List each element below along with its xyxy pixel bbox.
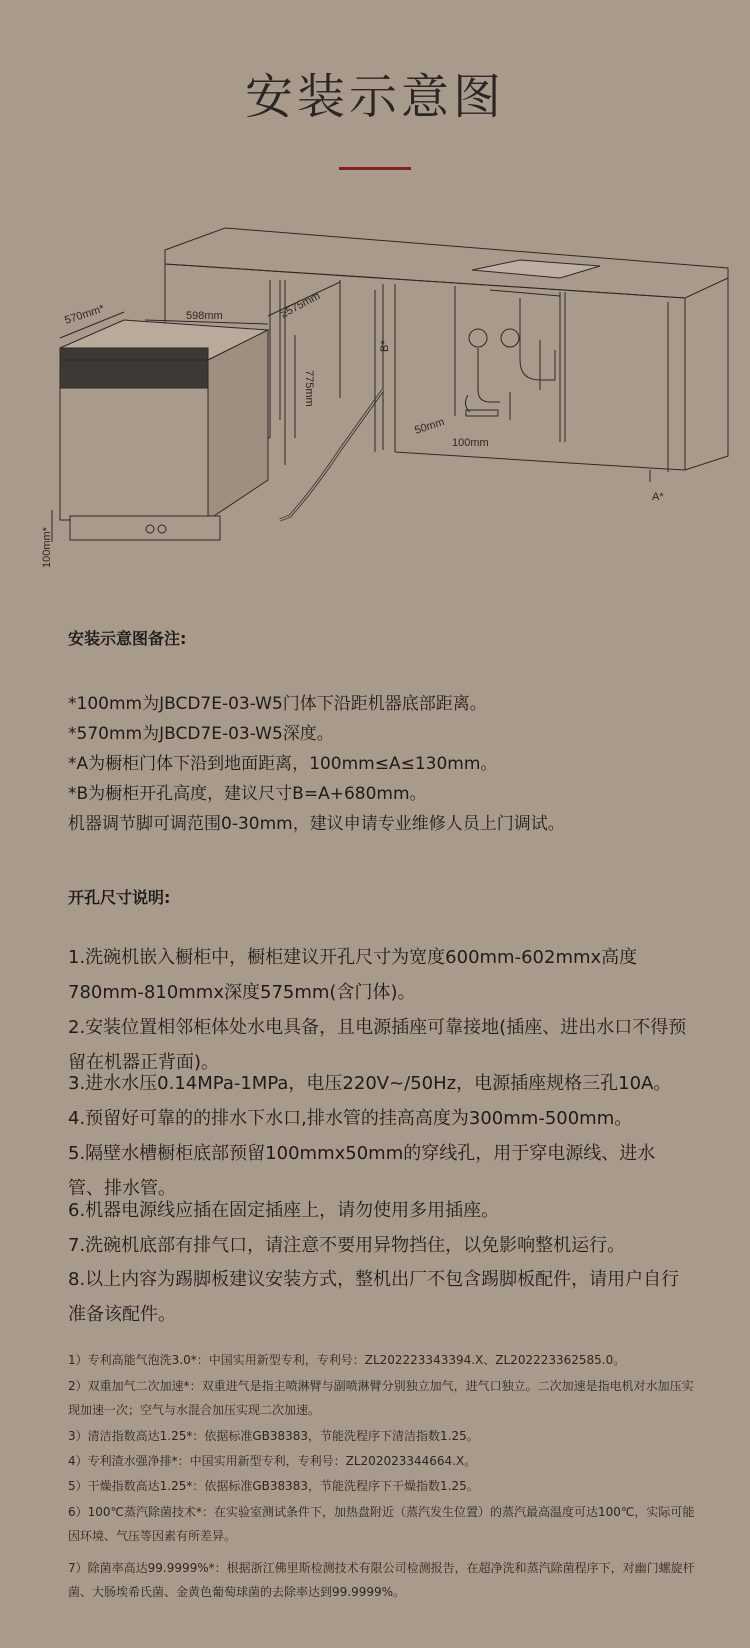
note-item: *B为橱柜开孔高度，建议尺寸B=A+680mm。 bbox=[68, 784, 427, 804]
dim-depth: 570mm* bbox=[63, 302, 106, 327]
footnote: 5）干燥指数高达1.25*：依据标准GB38383，节能洗程序下干燥指数1.25。 bbox=[68, 1479, 479, 1493]
dim-a: A* bbox=[652, 491, 664, 503]
cutout-item: 4.预留好可靠的的排水下水口,排水管的挂高高度为300mm-500mm。 bbox=[68, 1108, 633, 1129]
cutout-item: 5.隔壁水槽橱柜底部预留100mmx50mm的穿线孔，用于穿电源线、进水管、排水管。 bbox=[68, 1143, 656, 1199]
cutout-item: 6.机器电源线应插在固定插座上，请勿使用多用插座。 bbox=[68, 1200, 500, 1221]
footnote: 1）专利高能气泡洗3.0*：中国实用新型专利，专利号：ZL202223343394.X、ZL202223362585.0。 bbox=[68, 1353, 626, 1367]
note-item: 机器调节脚可调范围0-30mm，建议申请专业维修人员上门调试。 bbox=[68, 814, 565, 834]
cutout-heading: 开孔尺寸说明: bbox=[68, 888, 171, 907]
dim-cabinet-depth: ≥575mm bbox=[278, 289, 323, 321]
drain-pipe bbox=[510, 298, 555, 420]
note-item: *A为橱柜门体下沿到地面距离，100mm≤A≤130mm。 bbox=[68, 754, 498, 774]
cutout-item: 3.进水水压0.14MPa-1MPa，电压220V~/50Hz，电源插座规格三孔10A。 bbox=[68, 1073, 672, 1094]
cutout-item: 1.洗碗机嵌入橱柜中，橱柜建议开孔尺寸为宽度600mm-602mmx高度780mm-810mmx深度575mm(含门体)。 bbox=[68, 947, 638, 1003]
footnote: 3）清洁指数高达1.25*：依据标准GB38383，节能洗程序下清洁指数1.25。 bbox=[68, 1429, 479, 1443]
dim-width: 598mm bbox=[186, 310, 223, 322]
page-title: 安装示意图 bbox=[244, 69, 505, 125]
footnote: 4）专利渣水强净排*：中国实用新型专利，专利号：ZL202023344664.X。 bbox=[68, 1454, 477, 1468]
dim-hole-h: 50mm bbox=[413, 415, 446, 437]
dim-hole-w: 100mm bbox=[452, 437, 489, 449]
note-item: *100mm为JBCD7E-03-W5门体下沿距机器底部距离。 bbox=[68, 694, 487, 714]
footnote: 7）除菌率高达99.9999%*：根据浙江佛里斯检测技术有限公司检测报告，在超净洗和蒸汽除菌程序下，对幽门螺旋杆菌、大肠埃希氏菌、金黄色葡萄球菌的去除率达到99.9999%。 bbox=[68, 1561, 695, 1599]
notes-heading: 安装示意图备注: bbox=[68, 629, 187, 648]
footnote: 6）100℃蒸汽除菌技术*：在实验室测试条件下，加热盘附近（蒸汽发生位置）的蒸汽最高温度可达100℃，实际可能因环境、气压等因素有所差异。 bbox=[68, 1505, 695, 1543]
footnote: 2）双重加气二次加速*：双重进气是指主喷淋臂与副喷淋臂分别独立加气，进气口独立。二次加速是指电机对水加压实现加速一次；空气与水混合加压实现二次加速。 bbox=[68, 1379, 694, 1417]
dim-b: B* bbox=[379, 340, 391, 352]
title-underline bbox=[339, 167, 411, 170]
cutout-item: 2.安装位置相邻柜体处水电具备，且电源插座可靠接地(插座、进出水口不得预留在机器正背面)。 bbox=[68, 1017, 687, 1073]
cutout-item: 7.洗碗机底部有排气口，请注意不要用异物挡住，以免影响整机运行。 bbox=[68, 1235, 626, 1256]
installation-diagram bbox=[0, 220, 750, 590]
cutout-item: 8.以上内容为踢脚板建议安装方式，整机出厂不包含踢脚板配件，请用户自行准备该配件。 bbox=[68, 1269, 680, 1325]
note-item: *570mm为JBCD7E-03-W5深度。 bbox=[68, 724, 334, 744]
countertop bbox=[165, 228, 728, 298]
dim-height: 775mm bbox=[303, 370, 315, 407]
dim-foot: 100mm* bbox=[41, 527, 53, 568]
